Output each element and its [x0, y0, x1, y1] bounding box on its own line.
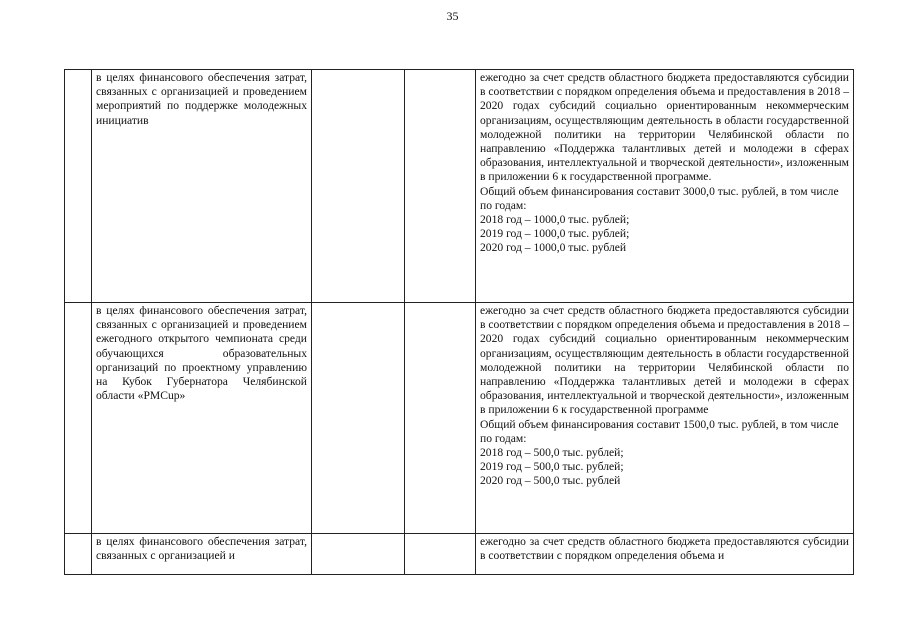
funding-total: Общий объем финансирования составит 1500,0 тыс. рублей, в том числе по годам: [480, 417, 839, 445]
blank-cell [65, 534, 92, 575]
blank-cell [405, 70, 476, 303]
table-row [65, 70, 854, 303]
table-row [65, 303, 854, 534]
funding-year: 2020 год – 500,0 тыс. рублей [480, 474, 621, 488]
blank-cell [312, 534, 405, 575]
funding-year: 2018 год – 1000,0 тыс. рублей; [480, 213, 630, 227]
blank-cell [65, 70, 92, 303]
funding-total: Общий объем финансирования составит 3000,0 тыс. рублей, в том числе по годам: [480, 184, 839, 212]
blank-cell [65, 303, 92, 534]
description-cell: ежегодно за счет средств областного бюджета предоставляются субсидии в соответствии с порядком определения объема и [476, 534, 854, 575]
description-cell [476, 303, 854, 534]
blank-cell [312, 70, 405, 303]
description-text: ежегодно за счет средств областного бюджета предоставляются субсидии в соответствии с порядком определения объема и предоставления в 2018 – 2020 годах субсидий социально ориентированным некоммерческим организациям, осуществляющим деятельность в области государственной молодежной политики на территории Челябинской области по направлению «Поддержка талантливых детей и молодежи в сферах образования, интеллектуальной и творческой деятельности», изложенным в приложении 6 к государственной программе [480, 304, 849, 417]
purpose-cell: в целях финансового обеспечения затрат, связанных с организацией и проведением ежегодного открытого чемпионата среди обучающихся образовательных организаций по проектному управлению на Кубок Губернатора Челябинской области «PMCup» [92, 303, 312, 534]
blank-cell [405, 534, 476, 575]
description-text: ежегодно за счет средств областного бюджета предоставляются субсидии в соответствии с порядком определения объема и предоставления в 2018 – 2020 годах субсидий социально ориентированным некоммерческим организациям, осуществляющим деятельность в области государственной молодежной политики на территории Челябинской области по направлению «Поддержка талантливых детей и молодежи в сферах образования, интеллектуальной и творческой деятельности», изложенным в приложении 6 к государственной программе. [480, 71, 849, 184]
blank-cell [405, 303, 476, 534]
description-cell [476, 70, 854, 303]
funding-year: 2019 год – 1000,0 тыс. рублей; [480, 227, 630, 241]
funding-year: 2019 год – 500,0 тыс. рублей; [480, 460, 624, 474]
program-table [64, 69, 854, 575]
purpose-cell: в целях финансового обеспечения затрат, связанных с организацией и [92, 534, 312, 575]
purpose-cell: в целях финансового обеспечения затрат, связанных с организацией и проведением мероприятий по поддержке молодежных инициатив [92, 70, 312, 303]
table-row [65, 534, 854, 575]
blank-cell [312, 303, 405, 534]
page-number: 35 [446, 9, 459, 23]
funding-year: 2018 год – 500,0 тыс. рублей; [480, 446, 624, 460]
funding-year: 2020 год – 1000,0 тыс. рублей [480, 241, 627, 255]
